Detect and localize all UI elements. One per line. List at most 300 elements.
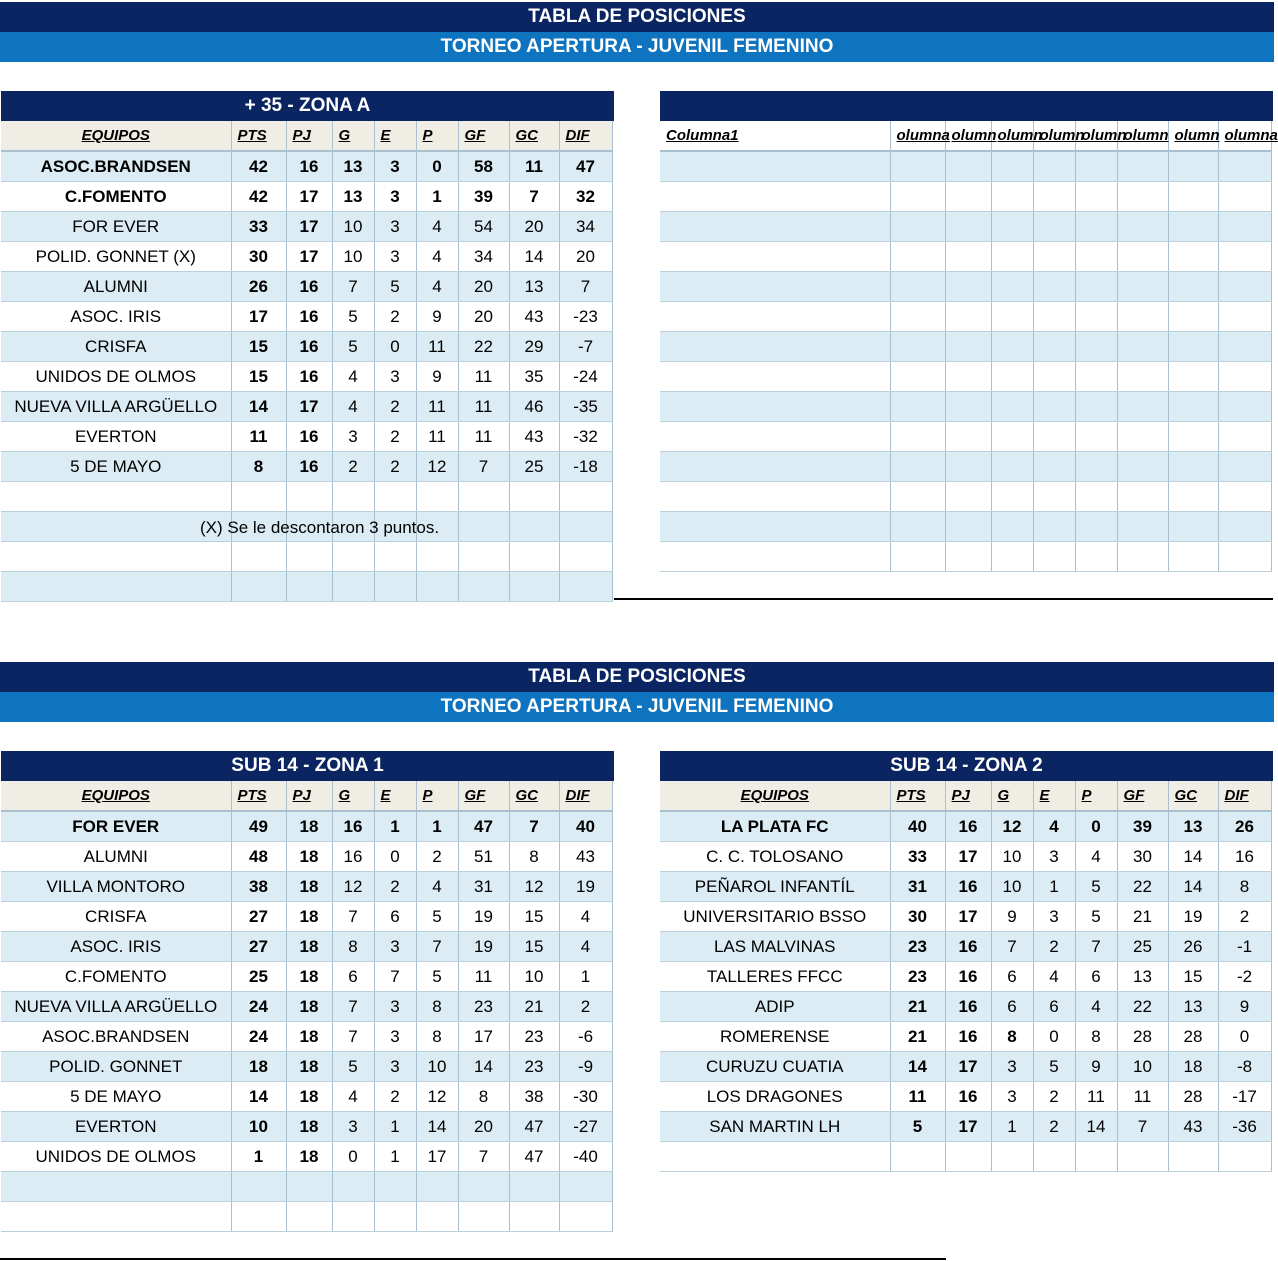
team-name-cell: VILLA MONTORO bbox=[1, 872, 231, 902]
table-row bbox=[1, 992, 612, 1022]
empty-cell bbox=[890, 272, 945, 302]
stat-cell: 10 bbox=[332, 212, 374, 242]
stat-cell: 11 bbox=[890, 1082, 945, 1112]
empty-cell bbox=[890, 151, 945, 182]
stat-cell bbox=[991, 1142, 1033, 1172]
stat-cell bbox=[509, 512, 559, 542]
stat-cell: 16 bbox=[286, 272, 332, 302]
zona-2-table bbox=[660, 751, 1273, 1172]
empty-cell bbox=[1168, 212, 1218, 242]
empty-cell bbox=[660, 272, 890, 302]
table-row bbox=[1, 212, 612, 242]
table-row bbox=[1, 332, 612, 362]
stat-cell bbox=[509, 482, 559, 512]
stat-cell: 10 bbox=[509, 962, 559, 992]
stat-cell: 11 bbox=[1075, 1082, 1117, 1112]
stat-cell: 31 bbox=[458, 872, 509, 902]
divider-line bbox=[614, 598, 1273, 600]
stat-cell bbox=[559, 1202, 612, 1232]
stat-cell: 8 bbox=[991, 1022, 1033, 1052]
stat-cell: 16 bbox=[945, 872, 991, 902]
empty-cell bbox=[1117, 302, 1168, 332]
table-row bbox=[1, 302, 612, 332]
table-row bbox=[1, 842, 612, 872]
stat-cell bbox=[416, 542, 458, 572]
team-name-cell: NUEVA VILLA ARGÜELLO bbox=[1, 992, 231, 1022]
team-name-cell: POLID. GONNET bbox=[1, 1052, 231, 1082]
zona-1-title: SUB 14 - ZONA 1 bbox=[1, 751, 614, 781]
column-header: GF bbox=[1117, 781, 1168, 811]
empty-cell bbox=[890, 392, 945, 422]
column-header: P bbox=[1075, 781, 1117, 811]
stat-cell: 3 bbox=[991, 1082, 1033, 1112]
stat-cell: 16 bbox=[332, 811, 374, 842]
empty-cell bbox=[945, 542, 991, 572]
stat-cell: 7 bbox=[416, 932, 458, 962]
stat-cell: 0 bbox=[374, 332, 416, 362]
table-row bbox=[1, 452, 612, 482]
table-row bbox=[1, 422, 612, 452]
empty-cell bbox=[1033, 542, 1075, 572]
stat-cell: 17 bbox=[231, 302, 286, 332]
bottom-line bbox=[0, 1258, 946, 1260]
stat-cell: 11 bbox=[458, 962, 509, 992]
empty-cell bbox=[1168, 422, 1218, 452]
empty-table bbox=[660, 91, 1278, 572]
team-name-cell: CURUZU CUATIA bbox=[660, 1052, 890, 1082]
stat-cell: 5 bbox=[890, 1112, 945, 1142]
stat-cell: 26 bbox=[1218, 811, 1271, 842]
stat-cell: 10 bbox=[332, 242, 374, 272]
stat-cell: 11 bbox=[458, 422, 509, 452]
stat-cell: 15 bbox=[231, 362, 286, 392]
stat-cell bbox=[332, 572, 374, 602]
stat-cell: 17 bbox=[286, 392, 332, 422]
empty-cell bbox=[1075, 422, 1117, 452]
stat-cell bbox=[332, 1172, 374, 1202]
stat-cell: 14 bbox=[416, 1112, 458, 1142]
stat-cell: 18 bbox=[286, 1142, 332, 1172]
team-name-cell bbox=[1, 512, 231, 542]
stat-cell: 3 bbox=[991, 1052, 1033, 1082]
stat-cell: 14 bbox=[1168, 872, 1218, 902]
empty-cell bbox=[1075, 182, 1117, 212]
table-row bbox=[660, 872, 1271, 902]
team-name-cell: UNIDOS DE OLMOS bbox=[1, 362, 231, 392]
stat-cell: 3 bbox=[1033, 842, 1075, 872]
stat-cell: 7 bbox=[1075, 932, 1117, 962]
team-name-cell: EVERTON bbox=[1, 1112, 231, 1142]
empty-cell bbox=[991, 422, 1033, 452]
stat-cell: 13 bbox=[332, 182, 374, 212]
stat-cell: 7 bbox=[332, 992, 374, 1022]
zona-2-grid bbox=[660, 781, 1272, 1172]
stat-cell: 18 bbox=[286, 842, 332, 872]
table-row bbox=[1, 811, 612, 842]
stat-cell: 18 bbox=[286, 1112, 332, 1142]
team-name-cell bbox=[660, 1142, 890, 1172]
stat-cell: 24 bbox=[231, 1022, 286, 1052]
stat-cell: 4 bbox=[559, 902, 612, 932]
stat-cell: 18 bbox=[286, 932, 332, 962]
stat-cell: 20 bbox=[458, 302, 509, 332]
column-header: olumn bbox=[991, 121, 1033, 151]
team-name-cell: ROMERENSE bbox=[660, 1022, 890, 1052]
stat-cell: 22 bbox=[1117, 872, 1168, 902]
team-name-cell: ALUMNI bbox=[1, 272, 231, 302]
empty-cell bbox=[1168, 272, 1218, 302]
stat-cell: 19 bbox=[458, 902, 509, 932]
empty-cell bbox=[1168, 392, 1218, 422]
stat-cell: 30 bbox=[1117, 842, 1168, 872]
stat-cell: 18 bbox=[286, 1022, 332, 1052]
header-row bbox=[1, 121, 612, 151]
table-row bbox=[1, 272, 612, 302]
empty-cell bbox=[1075, 272, 1117, 302]
stat-cell: 26 bbox=[1168, 932, 1218, 962]
stat-cell: 2 bbox=[559, 992, 612, 1022]
stat-cell: 14 bbox=[231, 392, 286, 422]
stat-cell: 8 bbox=[1075, 1022, 1117, 1052]
stat-cell bbox=[559, 482, 612, 512]
stat-cell bbox=[1117, 1142, 1168, 1172]
empty-cell bbox=[1168, 302, 1218, 332]
stat-cell: 16 bbox=[945, 932, 991, 962]
empty-cell bbox=[1075, 212, 1117, 242]
stat-cell: 8 bbox=[509, 842, 559, 872]
empty-cell bbox=[890, 182, 945, 212]
stat-cell: 16 bbox=[945, 1082, 991, 1112]
table-row bbox=[1, 1142, 612, 1172]
stat-cell bbox=[416, 482, 458, 512]
stat-cell: 13 bbox=[332, 151, 374, 182]
table-row bbox=[1, 182, 612, 212]
stat-cell: -7 bbox=[559, 332, 612, 362]
column-header: olumn bbox=[1168, 121, 1218, 151]
stat-cell: 0 bbox=[416, 151, 458, 182]
empty-cell bbox=[1117, 272, 1168, 302]
stat-cell: 2 bbox=[332, 452, 374, 482]
stat-cell: 15 bbox=[509, 932, 559, 962]
table-row bbox=[660, 151, 1271, 182]
empty-cell bbox=[1218, 272, 1271, 302]
column-header: GF bbox=[458, 781, 509, 811]
stat-cell: 47 bbox=[458, 811, 509, 842]
empty-cell bbox=[890, 362, 945, 392]
stat-cell bbox=[286, 1202, 332, 1232]
table-row bbox=[660, 512, 1271, 542]
column-header: olumna bbox=[890, 121, 945, 151]
empty-cell bbox=[1075, 452, 1117, 482]
stat-cell: -2 bbox=[1218, 962, 1271, 992]
team-name-cell: ASOC. IRIS bbox=[1, 932, 231, 962]
stat-cell: 6 bbox=[991, 962, 1033, 992]
stat-cell bbox=[1075, 1142, 1117, 1172]
stat-cell: 16 bbox=[945, 811, 991, 842]
stat-cell: 4 bbox=[1075, 992, 1117, 1022]
stat-cell: 0 bbox=[332, 1142, 374, 1172]
stat-cell: 17 bbox=[286, 182, 332, 212]
column-header: olumn bbox=[1033, 121, 1075, 151]
empty-cell bbox=[991, 392, 1033, 422]
empty-cell bbox=[890, 332, 945, 362]
column-header: G bbox=[332, 781, 374, 811]
stat-cell: 2 bbox=[374, 1082, 416, 1112]
empty-cell bbox=[1075, 392, 1117, 422]
team-name-cell bbox=[1, 1202, 231, 1232]
empty-cell bbox=[1117, 151, 1168, 182]
stat-cell: 32 bbox=[559, 182, 612, 212]
empty-cell bbox=[991, 212, 1033, 242]
empty-cell bbox=[945, 242, 991, 272]
column-header: G bbox=[332, 121, 374, 151]
stat-cell bbox=[231, 542, 286, 572]
stat-cell: 20 bbox=[458, 272, 509, 302]
column-header: E bbox=[374, 781, 416, 811]
stat-cell: 23 bbox=[458, 992, 509, 1022]
stat-cell bbox=[231, 482, 286, 512]
stat-cell: 14 bbox=[1075, 1112, 1117, 1142]
zona-2-title: SUB 14 - ZONA 2 bbox=[660, 751, 1273, 781]
stat-cell: 21 bbox=[509, 992, 559, 1022]
stat-cell: 19 bbox=[559, 872, 612, 902]
empty-cell bbox=[1075, 242, 1117, 272]
stat-cell: 15 bbox=[231, 332, 286, 362]
stat-cell: -36 bbox=[1218, 1112, 1271, 1142]
stat-cell: 1 bbox=[231, 1142, 286, 1172]
stat-cell: 7 bbox=[1117, 1112, 1168, 1142]
stat-cell: 1 bbox=[991, 1112, 1033, 1142]
stat-cell: 5 bbox=[332, 302, 374, 332]
stat-cell: 14 bbox=[458, 1052, 509, 1082]
column-header: PJ bbox=[286, 121, 332, 151]
empty-cell bbox=[1117, 362, 1168, 392]
empty-cell bbox=[1033, 302, 1075, 332]
stat-cell bbox=[1033, 1142, 1075, 1172]
column-header: GF bbox=[458, 121, 509, 151]
empty-cell bbox=[945, 151, 991, 182]
stat-cell: 14 bbox=[890, 1052, 945, 1082]
team-name-cell: 5 DE MAYO bbox=[1, 1082, 231, 1112]
stat-cell: 16 bbox=[286, 332, 332, 362]
empty-cell bbox=[1117, 212, 1168, 242]
stat-cell: 33 bbox=[890, 842, 945, 872]
stat-cell: 18 bbox=[286, 1052, 332, 1082]
stat-cell: -30 bbox=[559, 1082, 612, 1112]
column-header: PJ bbox=[945, 781, 991, 811]
stat-cell: 28 bbox=[1168, 1022, 1218, 1052]
table-row bbox=[660, 962, 1271, 992]
stat-cell: 16 bbox=[1218, 842, 1271, 872]
team-name-cell: SAN MARTIN LH bbox=[660, 1112, 890, 1142]
empty-cell bbox=[1168, 242, 1218, 272]
empty-cell bbox=[991, 272, 1033, 302]
empty-cell bbox=[1033, 242, 1075, 272]
stat-cell: 3 bbox=[374, 212, 416, 242]
team-name-cell: FOR EVER bbox=[1, 212, 231, 242]
stat-cell: 13 bbox=[1168, 811, 1218, 842]
stat-cell: 2 bbox=[374, 872, 416, 902]
table-row bbox=[1, 242, 612, 272]
stat-cell: -23 bbox=[559, 302, 612, 332]
empty-cell bbox=[1218, 242, 1271, 272]
table-row bbox=[1, 962, 612, 992]
stat-cell: 0 bbox=[1075, 811, 1117, 842]
empty-cell bbox=[660, 362, 890, 392]
header-row bbox=[660, 121, 1271, 151]
stat-cell: 2 bbox=[1218, 902, 1271, 932]
team-name-cell bbox=[1, 1172, 231, 1202]
stat-cell: -6 bbox=[559, 1022, 612, 1052]
column-header: DIF bbox=[1218, 781, 1271, 811]
empty-cell bbox=[1033, 151, 1075, 182]
stat-cell: 2 bbox=[374, 422, 416, 452]
team-name-cell: C.FOMENTO bbox=[1, 962, 231, 992]
team-name-cell: ASOC.BRANDSEN bbox=[1, 151, 231, 182]
empty-cell bbox=[991, 512, 1033, 542]
column-header: PJ bbox=[286, 781, 332, 811]
empty-cell bbox=[991, 242, 1033, 272]
empty-cell bbox=[945, 332, 991, 362]
empty-cell bbox=[890, 452, 945, 482]
stat-cell bbox=[286, 542, 332, 572]
stat-cell: 17 bbox=[286, 242, 332, 272]
stat-cell: 42 bbox=[231, 151, 286, 182]
team-name-cell: PEÑAROL INFANTÍL bbox=[660, 872, 890, 902]
stat-cell: 54 bbox=[458, 212, 509, 242]
stat-cell: 16 bbox=[945, 962, 991, 992]
empty-cell bbox=[1117, 392, 1168, 422]
empty-cell bbox=[660, 151, 890, 182]
stat-cell: 18 bbox=[1168, 1052, 1218, 1082]
stat-cell: -27 bbox=[559, 1112, 612, 1142]
empty-cell bbox=[1075, 482, 1117, 512]
stat-cell: 8 bbox=[458, 1082, 509, 1112]
stat-cell: 7 bbox=[458, 1142, 509, 1172]
stat-cell: 46 bbox=[509, 392, 559, 422]
empty-cell bbox=[1033, 332, 1075, 362]
stat-cell: 4 bbox=[416, 872, 458, 902]
team-name-cell bbox=[1, 542, 231, 572]
stat-cell: 11 bbox=[416, 392, 458, 422]
team-name-cell: ASOC.BRANDSEN bbox=[1, 1022, 231, 1052]
stat-cell: -8 bbox=[1218, 1052, 1271, 1082]
stat-cell: 4 bbox=[332, 362, 374, 392]
stat-cell: 31 bbox=[890, 872, 945, 902]
stat-cell bbox=[890, 1142, 945, 1172]
stat-cell: 2 bbox=[374, 302, 416, 332]
team-name-cell bbox=[1, 482, 231, 512]
stat-cell: 39 bbox=[458, 182, 509, 212]
empty-cell bbox=[991, 452, 1033, 482]
stat-cell: 8 bbox=[416, 1022, 458, 1052]
stat-cell: 17 bbox=[945, 902, 991, 932]
stat-cell: 7 bbox=[991, 932, 1033, 962]
stat-cell: 13 bbox=[509, 272, 559, 302]
stat-cell bbox=[559, 1172, 612, 1202]
column-header: DIF bbox=[559, 781, 612, 811]
team-name-cell: TALLERES FFCC bbox=[660, 962, 890, 992]
stat-cell: -1 bbox=[1218, 932, 1271, 962]
stat-cell: 3 bbox=[374, 362, 416, 392]
table-row bbox=[660, 422, 1271, 452]
stat-cell: 1 bbox=[374, 1142, 416, 1172]
stat-cell: 12 bbox=[509, 872, 559, 902]
stat-cell bbox=[458, 512, 509, 542]
stat-cell: 39 bbox=[1117, 811, 1168, 842]
team-name-cell: ALUMNI bbox=[1, 842, 231, 872]
stat-cell: 15 bbox=[1168, 962, 1218, 992]
empty-cell bbox=[1033, 182, 1075, 212]
stat-cell: 9 bbox=[1075, 1052, 1117, 1082]
empty-cell bbox=[945, 452, 991, 482]
stat-cell: 51 bbox=[458, 842, 509, 872]
stat-cell: 19 bbox=[458, 932, 509, 962]
stat-cell: 3 bbox=[374, 242, 416, 272]
stat-cell: 7 bbox=[509, 182, 559, 212]
stat-cell bbox=[286, 1172, 332, 1202]
stat-cell: 3 bbox=[374, 151, 416, 182]
stat-cell: 30 bbox=[231, 242, 286, 272]
stat-cell: 58 bbox=[458, 151, 509, 182]
stat-cell: 13 bbox=[1168, 992, 1218, 1022]
table-row bbox=[1, 1202, 612, 1232]
stat-cell bbox=[286, 572, 332, 602]
stat-cell: 17 bbox=[458, 1022, 509, 1052]
stat-cell: 17 bbox=[416, 1142, 458, 1172]
empty-cell bbox=[890, 302, 945, 332]
column-header: olumn bbox=[945, 121, 991, 151]
team-name-cell: LAS MALVINAS bbox=[660, 932, 890, 962]
stat-cell: 5 bbox=[1033, 1052, 1075, 1082]
stat-cell: 18 bbox=[286, 962, 332, 992]
stat-cell: 11 bbox=[458, 392, 509, 422]
empty-cell bbox=[1218, 452, 1271, 482]
empty-cell bbox=[1117, 242, 1168, 272]
team-name-cell: ASOC. IRIS bbox=[1, 302, 231, 332]
stat-cell: 5 bbox=[332, 1052, 374, 1082]
stat-cell: 25 bbox=[509, 452, 559, 482]
stat-cell: 12 bbox=[332, 872, 374, 902]
empty-cell bbox=[1075, 512, 1117, 542]
empty-cell bbox=[1033, 212, 1075, 242]
stat-cell: 7 bbox=[332, 1022, 374, 1052]
team-name-cell: CRISFA bbox=[1, 902, 231, 932]
stat-cell: 34 bbox=[559, 212, 612, 242]
stat-cell: 27 bbox=[231, 932, 286, 962]
table-row bbox=[660, 1022, 1271, 1052]
empty-cell bbox=[1168, 512, 1218, 542]
column-header: P bbox=[416, 781, 458, 811]
stat-cell bbox=[332, 482, 374, 512]
table-row bbox=[660, 902, 1271, 932]
empty-cell bbox=[991, 362, 1033, 392]
table-row bbox=[660, 452, 1271, 482]
table-row bbox=[1, 932, 612, 962]
stat-cell: 14 bbox=[509, 242, 559, 272]
stat-cell bbox=[231, 1202, 286, 1232]
table-row bbox=[660, 1082, 1271, 1112]
stat-cell: 6 bbox=[374, 902, 416, 932]
empty-cell bbox=[1168, 182, 1218, 212]
stat-cell: 4 bbox=[1075, 842, 1117, 872]
empty-cell bbox=[1033, 362, 1075, 392]
stat-cell: -17 bbox=[1218, 1082, 1271, 1112]
empty-cell bbox=[1218, 512, 1271, 542]
zona-1-table bbox=[1, 751, 614, 1232]
stat-cell: 4 bbox=[1033, 811, 1075, 842]
stat-cell: 7 bbox=[332, 272, 374, 302]
